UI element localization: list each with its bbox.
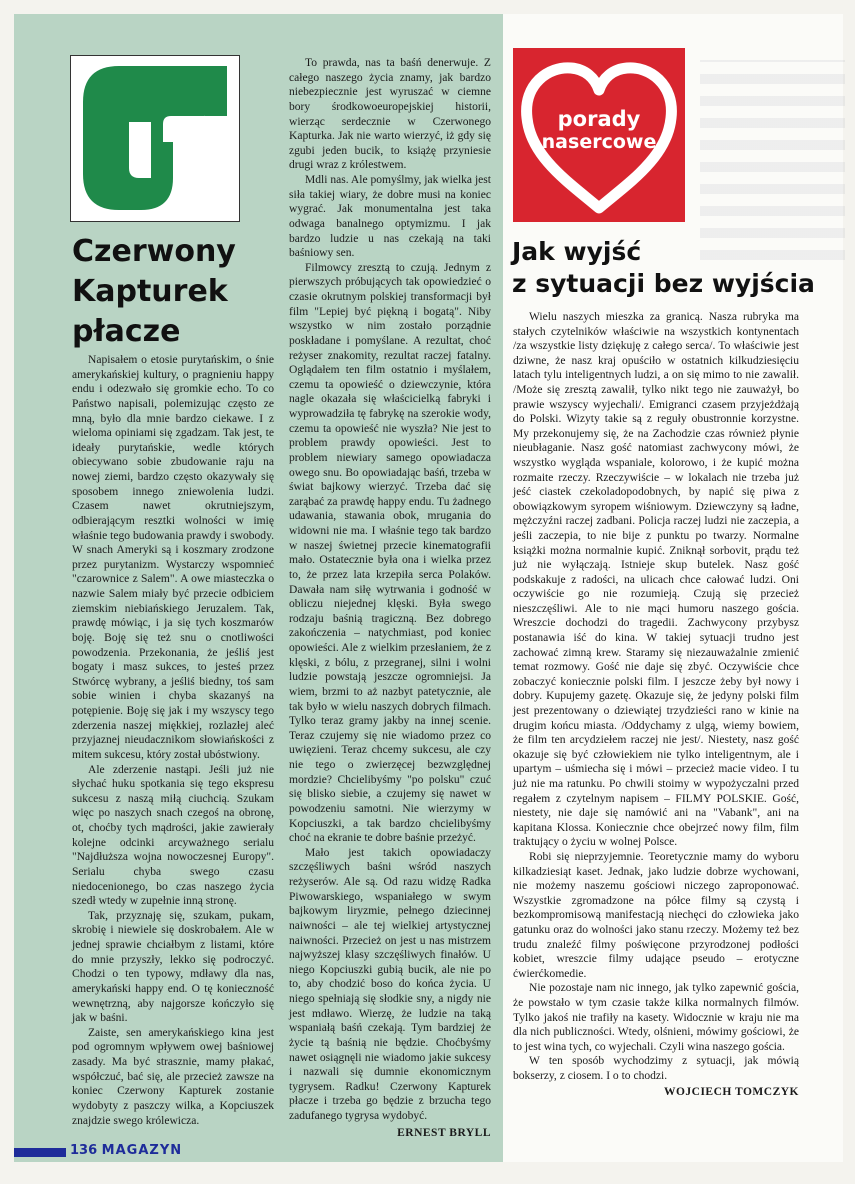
porady-nasercowe-logo (513, 48, 685, 222)
body-paragraph: Napisałem o etosie purytańskim, o śnie amerykańskiej kultury, o pragnieniu happy endu i odezwało się gromkie echo. To co Państwo napisali, polemizując często ze mną, było dla mnie bardzo ciekawe. I z wieloma opiniami się zgadzam. Tak jest, te ideały purytańskie, wedle których obiecywano sobie zbudowanie raju na nowej ziemi, bardzo często okazywały się sposobem innego zniewolenia ludzi. Czasem nawet okrutniejszym, odbierającym resztki wolności w imię właśnie tego budowania prawdy i swobody. W snach Ameryki są i koszmary zrodzone przez purytanizm. Wystarczy wspomnieć "czarownice z Salem". A owe miasteczka o nazwie Salem miały być przecie odbiciem ziemskim niebiańskiego Jeruzalem. Tak, prawdę mówiąc, i ja się tych koszmarów boję. Boję się też snu o cnotliwości powodzenia. Przekonania, że jeśliś jest bogaty i masz sukces, to jesteś przez Stwórcę wybrany, a jeśliś biedny, toś sam sobie winien i chyba skazanyś na potępienie. Boję się jak i my wszyscy tego zderzenia naszej miękkiej, rozlazłej aleć przyjaznej nieudacznikom słowiańskości z mitem sukcesu, który został ubóstwiony. (72, 354, 274, 761)
body-paragraph: Mało jest takich opowiadaczy szczęśliwych baśni wśród naszych reżyserów. Ale są. Od razu widzę Radka Piwowarskiego, wspaniałego w swym bajkowym liryzmie, pełnego dziecinnej naiwności – ale tej wielkiej artystycznej naiwności. Przecież on jest u nas mistrzem najwyższej klasy szczęśliwych finałów. U niego Kopciuszki gubią bucik, ale nie po to, aby chodzić boso do końca życia. U niego spełniają się słodkie sny, a nigdy nie jest mdławo. Wierzę, że ludzie na taką wspaniałą baśń czekają. Tym bardziej że życie tą baśnią nie będzie. Choćbyśmy nawet osiągnęli nie wiadomo jakie sukcesy i nazwali się dumnie ekonomicznym tygrysem. Radku! Czerwony Kapturek płacze i trzeba go będzie z brzucha tego zadufanego tygrysa wydobyć. (289, 846, 491, 1122)
body-paragraph: Wielu naszych mieszka za granicą. Nasza rubryka ma stałych czytelników właściwie na wszystkich kontynentach /za wszystkie listy dziękuję z całego serca/. To właściwie jest dziwne, że nasz kraj opuściło w ostatnich kilkudziesięciu latach tylu inteligentnych ludzi, a on się mimo to nie zawalił. /Może się zresztą zawalił, tylko nikt tego nie zauważył, bo prawie wszyscy wyjechali/. Emigranci czasem przyjeżdżają do Polski. Wizyty takie są z reguły obustronnie korzystne. My przekonujemy się, że na Zachodzie czas również płynie nieubłaganie. Nasz gość natomiast zachwycony mówi, że wszystko wygląda wspaniale, kolorowo, i że kupić można rozmaite rzeczy. Rzeczywiście – w lokalach nie trzeba już jeść ciastek czekoladopodobnych, by napić się piwa z obowiązkowym syropem wiśniowym. Dziewczyny są ładne, mężczyźni raczej zadbani. Policja raczej ludzi nie zaczepia, a jeśli zaczepia, to nie bije z punktu po twarzy. Normalne książki można normalnie kupić. Zniknął sorbovit, prądu też już nie wyłączają. Istnieje skup butelek. Nasz gość podskakuje z radości, na ulicach chce całować ludzi. Oni oczywiście go nie rozumieją. Czują się przecież nieszczęśliwi. Ale to nie mąci humoru naszego gościa. Wreszcie dochodzi do tragedii. Zachwycony przybysz postanawia iść do kina. W takiej sytuacji trudno jest zachować zimną krew. Staramy się niezauważalnie zmienić temat rozmowy. Gość nie daje się zbyć. Oczywiście chce zobaczyć koniecznie polski film. I jeszcze żeby był nowy i dobry. Kupujemy gazetę. Okazuje się, że jedyny polski film jest prezentowany o dziewiątej trzydzieści rano w kinie na drugim końcu miasta. /Oddychamy z ulgą, wiemy bowiem, że film ten arcydziełem raczej nie jest/. Niestety, nasz gość okazuje się być człowiekiem nie tylko inteligentnym, ale i upartym – uśmiecha się i mówi – przecież macie video. I tu już nie ma ratunku. Po chwili stoimy w wypożyczalni przed regałem z czytelnym napisem – FILMY POLSKIE. Gość, niestety, nie daje się namówić ani na "Vabank", ani na kapitana Klossa. Koniecznie chce obejrzeć nowy film, film traktujący o życiu w wolnej Polsce. (513, 311, 799, 849)
left-title-line: płacze (72, 314, 181, 349)
body-paragraph: Robi się nieprzyjemnie. Teoretycznie mamy do wyboru kilkadziesiąt kaset. Jednak, jako ludzie dobrze wychowani, nie możemy naszemu gościowi niczego zaproponować. Wszystkie zgromadzone na półce filmy są czystą i bezkompromisową manifestacją niechęci do człowieka jako gatunku oraz do wolności jako stanu rzeczy. Możemy też bez trudu znaleźć filmy poświęcone przyrodzonej podłości kobiet, wreszcie filmy udające pseudo – erotyczne ćwierćkomedie. (513, 850, 799, 980)
gawedy-logo-graphic (71, 56, 239, 221)
heart-text-nasercowe: nasercowe (541, 131, 657, 153)
right-article-title (512, 236, 815, 300)
heart-icon (513, 48, 685, 222)
left-title-line: Czerwony (72, 234, 236, 269)
body-paragraph: Nie pozostaje nam nic innego, jak tylko zapewnić gościa, że powstało w tym czasie także kilka normalnych filmów. Tylko jakoś nie trafiły na kasety. Widocznie w kraju nie ma dla nich publiczności. Wtedy, olśnieni, mówimy gościowi, że to jest wina tych, co wyjechali. Czyli wina naszego gościa. (513, 982, 799, 1053)
logo-text-gawedy: Gawędy (174, 121, 196, 206)
body-paragraph: To prawda, nas ta baśń denerwuje. Z całego naszego życia znamy, jak bardzo niebezpiecznie jest wyruszać w ciemne bory środkowoeuropejskiej historii, wierząc serdecznie w Czerwonego Kapturka. Jak nie warto wierzyć, iż gdy się zgubi jeden bucik, to książę przyniesie drugi wraz z królestwem. (289, 57, 491, 172)
body-paragraph: W ten sposób wychodzimy z sytuacji, jak mówią bokserzy, z ciosem. I o to chodzi. (513, 1055, 799, 1082)
right-title-line: Jak wyjść (512, 237, 642, 266)
right-article-column (513, 310, 799, 1100)
left-article-column-1 (72, 353, 274, 1128)
body-paragraph: Filmowcy zresztą to czują. Jednym z pierwszych próbujących tak opowiedzieć o czasie okrutnym polskiej transformacji był film "Lepiej być piękną i bogatą". Niby wszystko w nim zostało porządnie poskładane i pomyślane. A rezultat, choć reżyser znakomity, rezultat raczej fatalny. Oglądałem ten film ostatnio i myślałem, czemu ta opowieść o dziewczynie, która nagle okazała się właścicielką fabryki i wyprowadziła tę fabrykę na szerokie wody, czemu ta opowieść nie wyszła? Nie jest to problem prawdy opowieści. Jest to problem niewiary samego opowiadacza owego snu. Bo opowiadając baśń, trzeba w świat bajkowy wierzyć. Trzeba dać się zarąbać za prawdę happy endu. Tu żadnego udawania, stawania obok, mrugania do widowni nie ma. I właśnie tego tak bardzo w naszej świetnej przecie kinematografii mało. Ostatecznie była ona i wielka przez to, że przez lata krzepiła serca Polaków. Dawała nam siłę wytrwania i godność w obliczu niejednej klęski. Była swego rodzaju baśnią tragiczną. Bez dobrego zakończenia – natychmiast, pod koniec opowieści. Ale z wielkim przesłaniem, że z klęski, z bólu, z przegranej, silni i wolni ludzie powstają jeszcze ogromniejsi. Ja wiem, brzmi to aż nazbyt patetycznie, ale tak było w wielu naszych dobrych filmach. Tylko teraz gramy jakby na innej scenie. Teraz czujemy się nie wiadomo przez co uwięzieni. Teraz chcemy sukcesu, ale czy nie tego o zwierzęcej bezwzględnej mordzie? Chcielibyśmy "po polsku" czuć się blisko siebie, a czujemy się nawet w powodzeniu samotni. Nie wierzymy w Kopciuszki, a tak bardzo chcielibyśmy choć na ekranie te dobre baśnie przeżyć. (289, 261, 491, 845)
author-signature: ERNEST BRYLL (397, 1126, 491, 1139)
body-paragraph: Zaiste, sen amerykańskiego kina jest pod ogromnym wpływem owej baśniowej zasady. Ma być strasznie, mamy płakać, współczuć, bać się, ale przecież zawsze na koniec Czerwony Kapturek zostanie wydobyty z paszczy wilka, a Kopciuszek znajdzie swego królewicza. (72, 1026, 274, 1127)
page-footer (70, 1143, 182, 1158)
body-paragraph: Ale zderzenie nastąpi. Jeśli już nie słychać huku spotkania się tego ekspresu sukcesu z naszą miłą ciuchcią. Szukam więc po naszych snach czegoś na obronę, ot, choćby tych mądrości, jakie zawierały kolejne odcinki arcyważnego serialu "Najdłuższa wojna nowoczesnej Europy". Serialu chyba swego czasu niedocenionego, bo czas naszego życia szedł wtedy w zupełnie inną stronę. (72, 763, 274, 908)
footer-color-bar (14, 1148, 66, 1157)
heart-text-porady: porady (557, 107, 641, 131)
left-article-title (72, 232, 236, 352)
author-signature: WOJCIECH TOMCZYK (663, 1086, 799, 1099)
show-through-ghost (700, 60, 845, 260)
body-paragraph: Mdli nas. Ale pomyślmy, jak wielka jest siła takiej wiary, że dobre musi na koniec wygrać. Jak monumentalna jest taka odwaga banalnego optymizmu. I jak bardzo ludzie u nas czekają na taki baśniowy sen. (289, 174, 491, 260)
body-paragraph: Tak, przyznaję się, szukam, pukam, skrobię i niewiele się doskrobałem. Ale w jednej sprawie chciałbym z listami, które do mnie przyszły, lekko się podroczyć. Chodzi o ten typowy, mdławy dla nas, amerykański happy end. O tę konieczność wewnętrzną, aby najgorsze kończyło się jak w baśni. (72, 909, 274, 1025)
left-article-column-2 (289, 56, 491, 1140)
magazine-name: MAGAZYN (101, 1143, 183, 1158)
gawedy-logo (70, 55, 240, 222)
right-title-line: z sytuacji bez wyjścia (512, 269, 815, 298)
page-number: 136 (70, 1143, 98, 1158)
left-title-line: Kapturek (72, 274, 228, 309)
logo-text-z-grzedy: z grzędy (198, 115, 220, 206)
